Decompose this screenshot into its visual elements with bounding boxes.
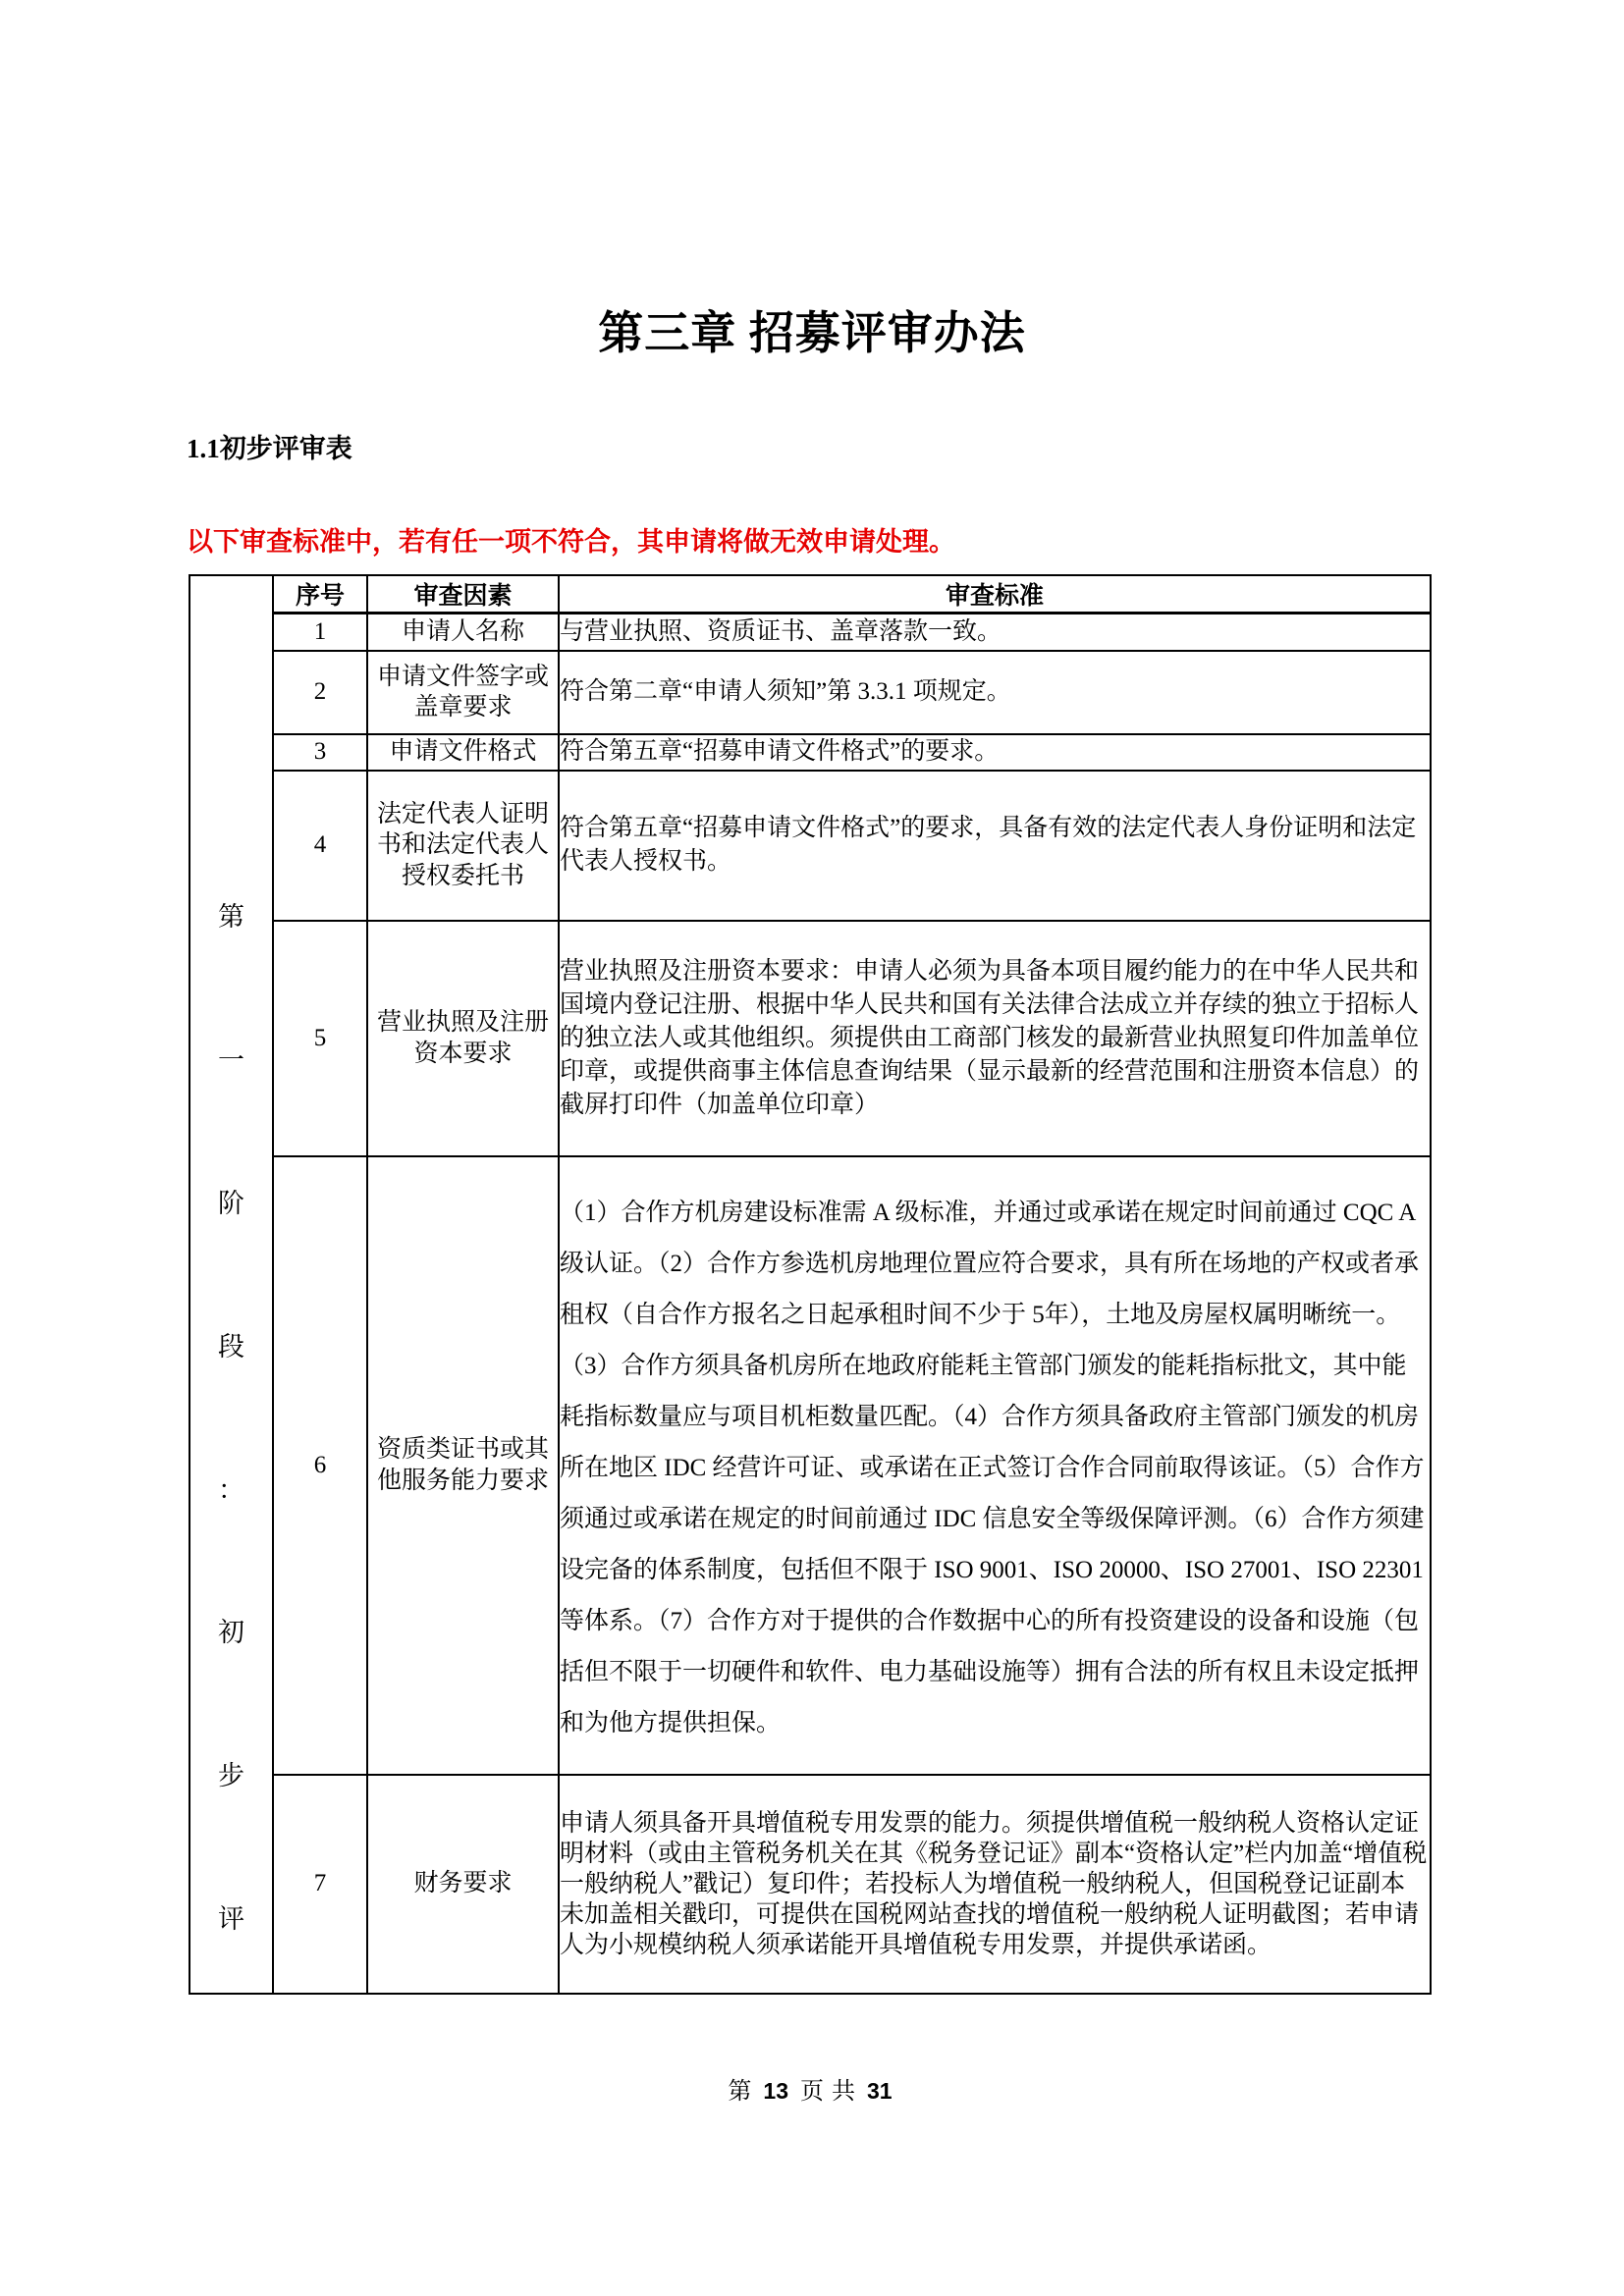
stage-char: 阶 — [218, 1188, 244, 1218]
footer-label-ye: 页 — [800, 2079, 824, 2105]
review-table — [189, 574, 1432, 1995]
table-header-row — [189, 575, 1431, 614]
header-no: 序号 — [273, 575, 367, 614]
row-number-cell: 7 — [273, 1775, 367, 1994]
row-number-cell: 2 — [273, 651, 367, 734]
review-factor-cell: 财务要求 — [367, 1775, 559, 1994]
row-number-cell: 5 — [273, 921, 367, 1156]
stage-char: 一 — [218, 1045, 244, 1076]
table-row — [189, 614, 1431, 651]
page-footer — [0, 2071, 1624, 2106]
review-standard-cell: 符合第二章“申请人须知”第 3.3.1 项规定。 — [559, 651, 1431, 734]
header-factor: 审查因素 — [367, 575, 559, 614]
table-row — [189, 921, 1431, 1156]
row-number-cell: 3 — [273, 734, 367, 771]
review-standard-cell: 与营业执照、资质证书、盖章落款一致。 — [559, 614, 1431, 651]
stage-vertical-label — [190, 895, 272, 1936]
table-row — [189, 771, 1431, 921]
table-row — [189, 1775, 1431, 1994]
stage-char: 评 — [218, 1904, 244, 1935]
review-standard-cell: 申请人须具备开具增值税专用发票的能力。须提供增值税一般纳税人资格认定证明材料（或由主管税务机关在其《税务登记证》副本“资格认定”栏内加盖“增值税一般纳税人”戳记）复印件；若投标人为增值税一般纳税人，但国税登记证副本未加盖相关戳印，可提供在国税网站查找的增值税一般纳税人证明截图；若申请人为小规模纳税人须承诺能开具增值税专用发票，并提供承诺函。 — [559, 1775, 1431, 1994]
review-standard-cell: 符合第五章“招募申请文件格式”的要求，具备有效的法定代表人身份证明和法定代表人授权书。 — [559, 771, 1431, 921]
stage-char: 步 — [218, 1761, 244, 1791]
review-factor-cell: 资质类证书或其他服务能力要求 — [367, 1156, 559, 1775]
stage-char: 初 — [218, 1618, 244, 1648]
table-row — [189, 651, 1431, 734]
stage-char: 段 — [218, 1331, 244, 1362]
row-number-cell: 6 — [273, 1156, 367, 1775]
review-factor-cell: 申请文件格式 — [367, 734, 559, 771]
footer-label-gong: 共 — [832, 2079, 855, 2105]
footer-label-di: 第 — [728, 2079, 752, 2105]
header-standard: 审查标准 — [559, 575, 1431, 614]
stage-char: 第 — [218, 902, 244, 933]
footer-total-pages: 31 — [867, 2078, 893, 2104]
stage-char: ： — [218, 1474, 244, 1505]
review-standard-cell: （1）合作方机房建设标准需 A 级标准，并通过或承诺在规定时间前通过 CQC A 级认证。（2）合作方参选机房地理位置应符合要求，具有所在场地的产权或者承租权（自合作方报名之日起承租时间不少于 5年），土地及房屋权属明晰统一。（3）合作方须具备机房所在地政府能耗主管部门颁发的能耗指标批文，其中能耗指标数量应与项目机柜数量匹配。（4）合作方须具备政府主管部门颁发的机房所在地区 IDC 经营许可证、或承诺在正式签订合作合同前取得该证。（5）合作方须通过或承诺在规定的时间前通过 IDC 信息安全等级保障评测。（6）合作方须建设完备的体系制度，包括但不限于 ISO 9001、ISO 20000、ISO 27001、ISO 22301 等体系。（7）合作方对于提供的合作数据中心的所有投资建设的设备和设施（包括但不限于一切硬件和软件、电力基础设施等）拥有合法的所有权且未设定抵押和为他方提供担保。 — [559, 1156, 1431, 1775]
stage-cell — [189, 575, 273, 1994]
review-standard-cell: 符合第五章“招募申请文件格式”的要求。 — [559, 734, 1431, 771]
review-standard-cell: 营业执照及注册资本要求：申请人必须为具备本项目履约能力的在中华人民共和国境内登记注册、根据中华人民共和国有关法律合法成立并存续的独立于招标人的独立法人或其他组织。须提供由工商部门核发的最新营业执照复印件加盖单位印章，或提供商事主体信息查询结果（显示最新的经营范围和注册资本信息）的截屏打印件（加盖单位印章） — [559, 921, 1431, 1156]
row-number-cell: 1 — [273, 614, 367, 651]
page-title: 第三章 招募评审办法 — [598, 308, 1026, 358]
footer-page-number: 13 — [763, 2078, 788, 2104]
table-row — [189, 1156, 1431, 1775]
table-row — [189, 734, 1431, 771]
review-factor-cell: 申请文件签字或盖章要求 — [367, 651, 559, 734]
notice-text: 以下审查标准中，若有任一项不符合，其申请将做无效申请处理。 — [187, 527, 955, 557]
section-heading: 1.1初步评审表 — [187, 434, 352, 463]
review-factor-cell: 申请人名称 — [367, 614, 559, 651]
review-factor-cell: 法定代表人证明书和法定代表人授权委托书 — [367, 771, 559, 921]
review-factor-cell: 营业执照及注册资本要求 — [367, 921, 559, 1156]
row-number-cell: 4 — [273, 771, 367, 921]
